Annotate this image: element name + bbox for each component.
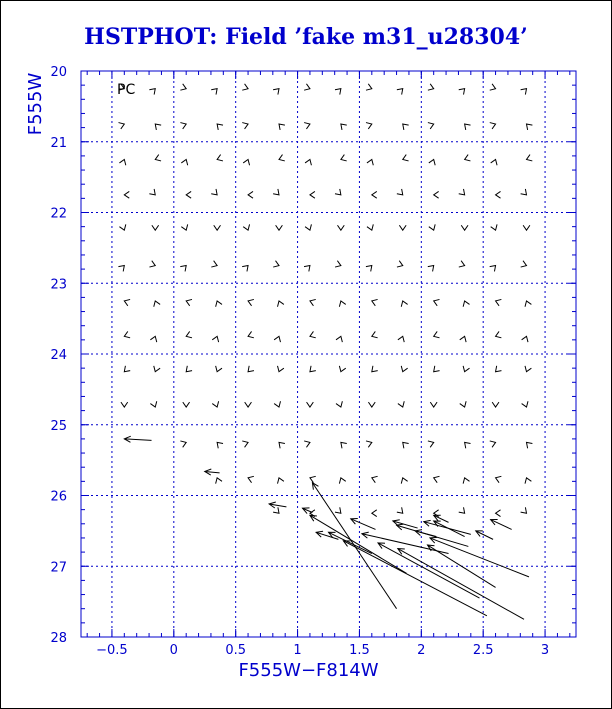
x-tick-label: 0.5 — [225, 643, 247, 658]
small-arrowhead — [310, 299, 316, 305]
small-arrowhead — [242, 441, 248, 447]
small-arrowhead — [217, 155, 223, 161]
x-tick-label: 1.5 — [349, 643, 370, 658]
small-arrowhead — [310, 366, 316, 372]
small-arrowhead — [460, 336, 466, 342]
small-arrowhead — [372, 299, 378, 305]
y-tick-label: 26 — [50, 489, 67, 505]
arrow-shaft — [329, 532, 372, 553]
small-arrowhead — [307, 402, 314, 407]
small-arrowhead — [366, 266, 372, 272]
small-arrowhead — [459, 89, 465, 95]
small-arrowhead — [434, 191, 439, 198]
small-arrowhead — [216, 478, 222, 484]
small-arrowhead — [434, 331, 440, 337]
tick-labels — [50, 65, 549, 658]
small-arrowhead — [459, 507, 465, 513]
small-arrowhead — [335, 507, 341, 513]
small-arrowhead — [398, 336, 404, 342]
small-arrowhead — [403, 124, 409, 130]
small-arrowhead — [465, 442, 471, 448]
small-arrowhead — [180, 84, 186, 90]
small-arrowhead — [273, 189, 279, 195]
small-arrowhead — [372, 191, 377, 198]
arrow-shaft — [351, 519, 376, 530]
small-arrowhead — [490, 84, 496, 90]
arrow — [393, 520, 418, 528]
small-arrowhead — [212, 401, 218, 407]
small-arrowhead — [118, 266, 124, 272]
y-tick-label: 25 — [50, 418, 67, 434]
arrow-shaft — [398, 549, 524, 620]
arrow-shaft — [424, 522, 471, 535]
small-arrowhead — [248, 476, 254, 482]
y-tick-label: 20 — [50, 65, 67, 80]
small-arrowhead — [522, 401, 528, 407]
small-arrowhead — [460, 401, 466, 407]
small-arrowhead — [304, 123, 310, 129]
x-tick-label: 3 — [540, 643, 550, 658]
small-arrowhead — [304, 441, 310, 447]
x-tick-label: −0.5 — [96, 643, 128, 658]
y-axis-label: F555W — [25, 72, 46, 136]
arrow — [398, 549, 524, 620]
small-arrowhead — [491, 224, 497, 230]
y-tick-label: 28 — [50, 631, 67, 646]
y-tick-label: 23 — [50, 277, 67, 293]
arrow — [205, 469, 220, 475]
y-tick-label: 22 — [50, 206, 67, 222]
small-arrowhead — [242, 123, 248, 129]
small-arrowhead — [496, 366, 502, 372]
small-arrowhead — [525, 366, 531, 372]
small-arrowhead — [496, 510, 501, 517]
small-arrowhead — [341, 124, 347, 130]
small-arrowhead — [523, 225, 530, 230]
small-arrowhead — [278, 478, 284, 484]
small-arrowhead — [152, 225, 159, 230]
small-arrowhead — [403, 155, 409, 161]
small-arrowhead — [180, 123, 186, 129]
small-arrowhead — [180, 266, 186, 272]
small-arrowhead — [459, 189, 465, 195]
small-arrowhead — [211, 261, 217, 267]
small-arrowhead — [491, 159, 497, 165]
arrow — [430, 537, 529, 576]
small-arrowhead — [397, 189, 403, 195]
small-arrowhead — [273, 507, 279, 513]
small-arrowhead — [155, 124, 161, 130]
small-arrowhead — [463, 366, 469, 372]
small-arrowhead — [367, 159, 373, 165]
small-arrowhead — [397, 507, 403, 513]
small-arrowhead — [525, 478, 531, 484]
arrow-shaft — [430, 538, 529, 577]
arrow — [415, 530, 436, 537]
chart-title: HSTPHOT: Field ’fake m31_u28304’ — [84, 24, 528, 50]
small-arrowhead — [490, 441, 496, 447]
small-arrowhead — [124, 191, 129, 198]
small-arrowhead — [155, 155, 161, 161]
x-tick-label: 2.5 — [472, 643, 494, 658]
small-arrowhead — [429, 159, 435, 165]
small-arrowhead — [217, 442, 223, 448]
small-arrowhead — [154, 366, 160, 372]
small-arrowhead — [180, 441, 186, 447]
small-arrowhead — [243, 159, 249, 165]
x-axis-label: F555W−F814W — [238, 660, 379, 681]
small-arrowhead — [214, 225, 221, 230]
small-arrowhead — [492, 402, 499, 407]
small-arrowhead — [496, 191, 501, 198]
small-arrowhead — [124, 299, 130, 305]
small-arrowhead — [339, 366, 345, 372]
small-arrowhead — [242, 266, 248, 272]
arrow-head — [312, 483, 318, 490]
x-tick-label: 2 — [417, 643, 426, 658]
small-arrowhead — [243, 224, 249, 230]
small-arrowhead — [248, 299, 254, 305]
arrow — [269, 502, 286, 508]
x-tick-label: 0 — [169, 643, 178, 658]
small-arrowhead — [521, 261, 527, 267]
small-arrowhead — [490, 123, 496, 129]
small-arrowhead — [368, 402, 375, 407]
small-arrowhead — [310, 331, 316, 337]
small-arrowhead — [211, 189, 217, 195]
small-arrowhead — [124, 366, 130, 372]
small-arrowhead — [403, 442, 409, 448]
small-arrowhead — [119, 224, 125, 230]
small-arrowhead — [367, 224, 373, 230]
x-tick-label: 1 — [293, 643, 302, 658]
small-arrowhead — [398, 401, 404, 407]
small-arrowhead — [276, 225, 283, 230]
small-arrowhead — [149, 189, 155, 195]
small-arrowhead — [310, 191, 315, 198]
small-arrowhead — [279, 442, 285, 448]
small-arrowhead — [521, 89, 527, 95]
small-arrowhead — [216, 301, 222, 307]
small-arrowhead — [310, 476, 316, 482]
small-arrowhead — [339, 301, 345, 307]
panel-label: PC — [117, 82, 136, 98]
small-arrowhead — [372, 476, 378, 482]
small-arrowhead — [401, 301, 407, 307]
small-arrowhead — [366, 123, 372, 129]
small-arrowhead — [186, 331, 192, 337]
arrow-shaft — [476, 531, 493, 539]
small-arrowhead — [366, 84, 372, 90]
small-arrowhead — [428, 441, 434, 447]
arrow-shaft — [491, 520, 512, 530]
small-arrowhead — [521, 189, 527, 195]
small-arrowhead — [429, 224, 435, 230]
y-tick-label: 21 — [50, 135, 67, 151]
arrow-field — [118, 84, 532, 620]
small-arrowhead — [397, 89, 403, 95]
small-arrowhead — [463, 301, 469, 307]
small-arrowhead — [154, 301, 160, 307]
arrow — [362, 532, 449, 553]
small-arrowhead — [527, 155, 533, 161]
small-arrowhead — [372, 331, 378, 337]
small-arrowhead — [463, 478, 469, 484]
small-arrowhead — [525, 301, 531, 307]
arrow-shaft — [310, 515, 407, 573]
small-arrowhead — [401, 478, 407, 484]
small-arrowhead — [335, 261, 341, 267]
small-arrowhead — [305, 159, 311, 165]
small-arrowhead — [186, 366, 192, 372]
small-arrowhead — [465, 124, 471, 130]
small-arrowhead — [372, 510, 377, 517]
y-tick-label: 24 — [50, 348, 67, 363]
small-arrowhead — [274, 401, 280, 407]
small-arrowhead — [119, 159, 125, 165]
small-arrowhead — [181, 224, 187, 230]
arrow — [491, 519, 512, 529]
small-arrowhead — [490, 266, 496, 272]
small-arrowhead — [434, 366, 440, 372]
small-arrowhead — [461, 225, 468, 230]
small-arrowhead — [186, 191, 191, 198]
arrow — [310, 515, 407, 573]
small-arrowhead — [428, 123, 434, 129]
small-arrowhead — [521, 507, 527, 513]
small-arrowhead — [248, 366, 254, 372]
small-arrowhead — [242, 84, 248, 90]
small-arrowhead — [366, 441, 372, 447]
small-arrowhead — [434, 476, 440, 482]
small-arrowhead — [212, 336, 218, 342]
small-arrowhead — [149, 261, 155, 267]
small-arrowhead — [465, 155, 471, 161]
small-arrowhead — [336, 336, 342, 342]
arrow — [351, 519, 376, 530]
small-arrowhead — [335, 189, 341, 195]
small-arrowhead — [341, 155, 347, 161]
small-arrowhead — [278, 301, 284, 307]
small-arrowhead — [149, 89, 155, 95]
small-arrowhead — [372, 366, 378, 372]
arrow-shaft — [124, 439, 151, 440]
small-arrowhead — [397, 261, 403, 267]
small-arrowhead — [434, 299, 440, 305]
arrow — [329, 532, 372, 553]
small-arrowhead — [124, 331, 130, 337]
small-arrowhead — [273, 89, 279, 95]
small-arrowhead — [279, 155, 285, 161]
small-arrowhead — [428, 84, 434, 90]
small-arrowhead — [217, 124, 223, 130]
small-arrowhead — [211, 89, 217, 95]
grid-lines — [81, 71, 576, 637]
small-arrowhead — [527, 124, 533, 130]
small-arrowhead — [183, 402, 190, 407]
small-arrowhead — [428, 266, 434, 272]
small-arrowhead — [186, 299, 192, 305]
small-arrowhead — [496, 299, 502, 305]
small-arrowhead — [216, 366, 222, 372]
small-arrowhead — [401, 366, 407, 372]
small-arrowhead — [339, 478, 345, 484]
small-arrowhead — [305, 224, 311, 230]
small-arrowhead — [278, 366, 284, 372]
y-tick-label: 27 — [50, 560, 67, 576]
small-arrowhead — [430, 402, 437, 407]
arrow-head — [310, 515, 317, 521]
small-arrowhead — [496, 476, 502, 482]
small-arrowhead — [150, 401, 156, 407]
arrow — [476, 531, 493, 539]
small-arrowhead — [399, 225, 406, 230]
small-arrowhead — [181, 159, 187, 165]
small-arrowhead — [121, 402, 128, 407]
small-arrowhead — [304, 266, 310, 272]
small-arrowhead — [304, 84, 310, 90]
small-arrowhead — [335, 89, 341, 95]
small-arrowhead — [336, 401, 342, 407]
small-arrowhead — [496, 331, 502, 337]
small-arrowhead — [527, 442, 533, 448]
small-arrowhead — [119, 123, 125, 129]
small-arrowhead — [459, 261, 465, 267]
small-arrowhead — [522, 336, 528, 342]
small-arrowhead — [337, 225, 344, 230]
small-arrowhead — [245, 402, 252, 407]
small-arrowhead — [248, 191, 253, 198]
small-arrowhead — [274, 336, 280, 342]
small-arrowhead — [341, 442, 347, 448]
small-arrowhead — [279, 124, 285, 130]
arrow — [124, 436, 151, 442]
small-arrowhead — [248, 331, 254, 337]
small-arrowhead — [273, 261, 279, 267]
small-arrowhead — [150, 336, 156, 342]
